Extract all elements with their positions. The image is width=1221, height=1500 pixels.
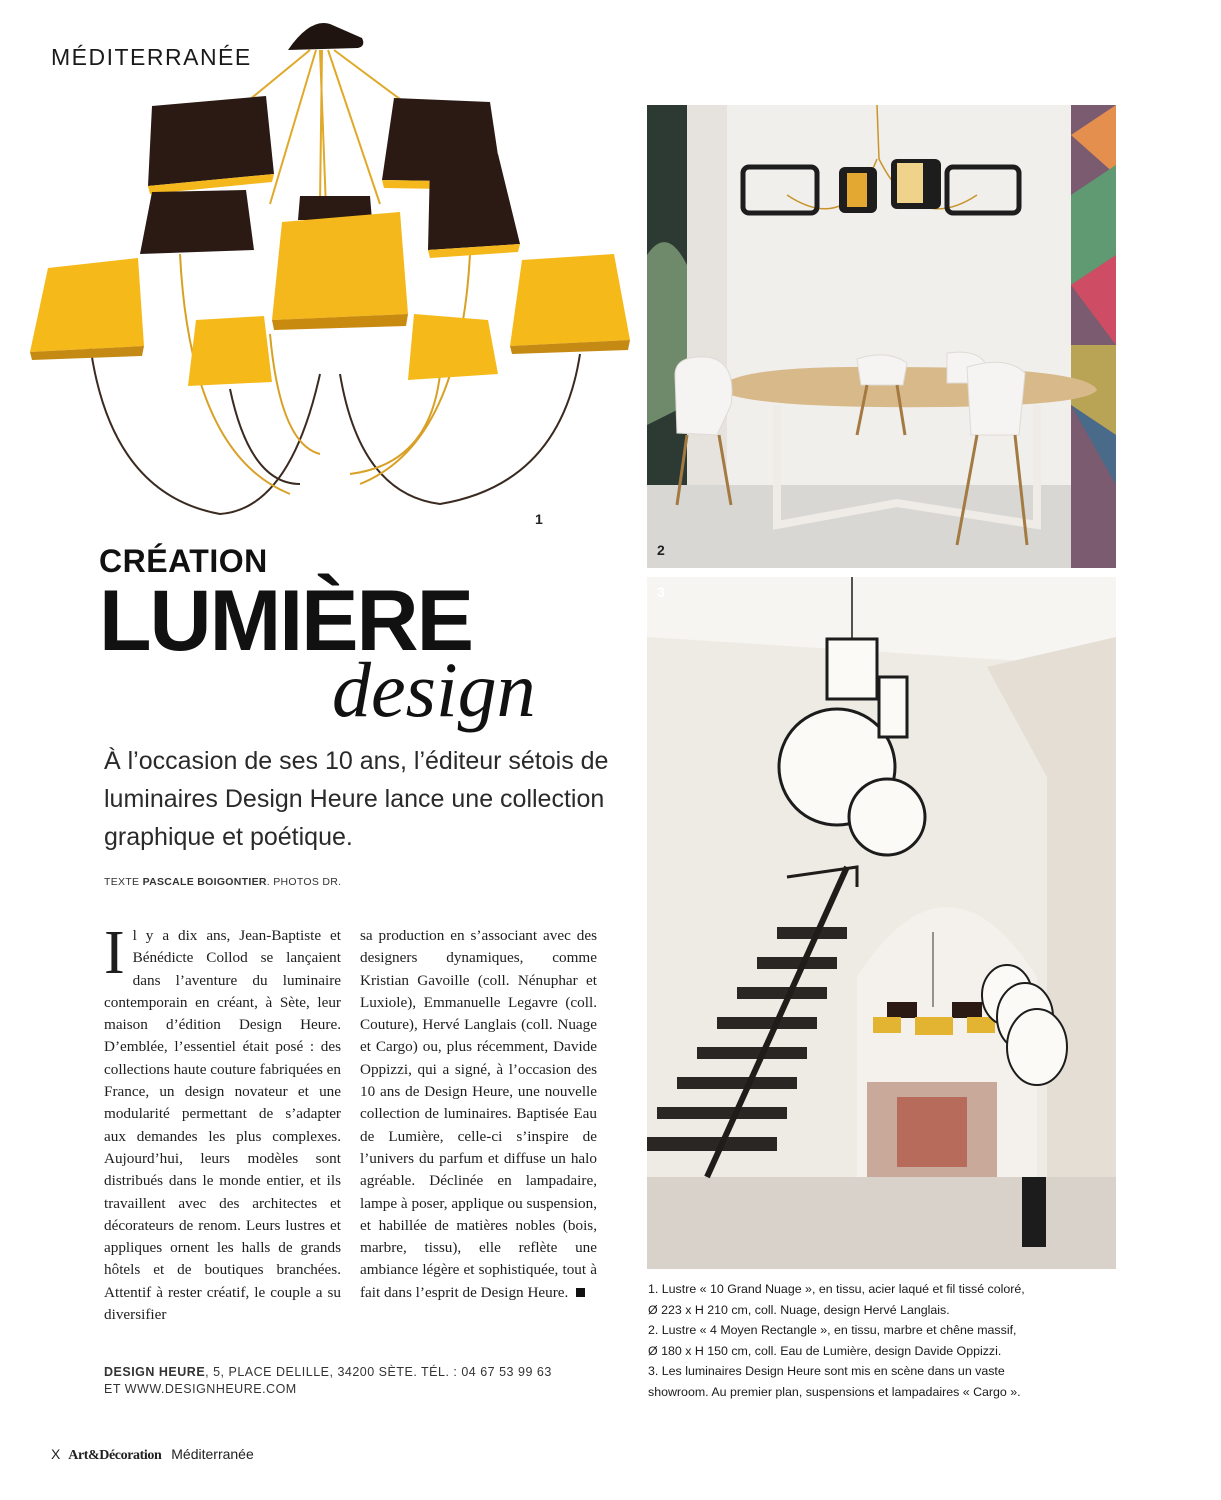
photo-captions [648,1279,1118,1403]
caption-line: 1. Lustre « 10 Grand Nuage », en tissu, acier laqué et fil tissé coloré, [648,1282,1025,1296]
body-text-1: l y a dix ans, Jean-Baptiste et Bénédicte Collod se lançaient dans l’aventure du luminaire contemporain en créant, à Sète, leur maison d’édition Design Heure. D’emblée, l’essentiel était posé : des collections haute couture fabriquées en France, un design novateur et une modularité permettant de s’adapter aux demandes les plus complexes. Aujourd’hui, leurs modèles sont distribués dans le monde entier, et ils travaillent avec des architectes et décorateurs de renom. Leurs lustres et appliques ornent les halls de grands hôtels et de boutiques branchées. Attentif à rester créatif, le couple a su diversifier [104,927,341,1324]
meeting-room-photo [647,105,1116,568]
showroom-photo [647,577,1116,1269]
address-line-2: ET WWW.DESIGNHEURE.COM [104,1382,297,1396]
credits-text-label: TEXTE [104,876,140,888]
end-mark [576,1288,585,1297]
caption-line: showroom. Au premier plan, suspensions et lampadaires « Cargo ». [648,1384,1021,1399]
body-column-2 [360,925,597,1304]
credits [104,876,341,888]
photo-number-3: 3 [657,584,665,600]
photo-number-2: 2 [657,542,665,558]
body-column-1 [104,919,341,1326]
page-footer [51,1446,254,1464]
graphic-wallpaper [1071,105,1116,568]
oval-table [719,367,1097,407]
credits-author: PASCALE BOIGONTIER [142,876,267,888]
yellow-shade-left [30,258,144,352]
dark-shade-1 [148,96,274,186]
footer-section: Méditerranée [171,1446,254,1462]
body-text-2: sa production en s’associant avec des designers dynamiques, comme Kristian Gavoille (coll. Nénuphar et Luxiole), Emmanuelle Legavre (coll. Couture), Hervé Langlais (coll. Nuage et Cargo) ou, plus récemment, Davide Oppizzi, qui a signé, à l’occasion des 10 ans de Design Heure, une nouvelle collection de luminaires. Baptisée Eau de Lumière, celle-ci s’inspire de l’univers du parfum et diffuse un halo agréable. Déclinée en lampadaire, lampe à poser, applique ou suspension, et habillée de matières nobles (bois, marbre, tissu), elle reflète une ambiance légère et sophistiquée, tout à fait dans l’esprit de Design Heure. [360,927,597,1301]
caption-line: Ø 223 x H 210 cm, coll. Nuage, design Hervé Langlais. [648,1302,950,1317]
yellow-shade-right [510,254,630,346]
headline-script: design [332,646,536,733]
headline: LUMIÈRE [99,573,472,669]
drop-cap: I [104,919,125,987]
caption-line: Ø 180 x H 150 cm, coll. Eau de Lumière, design Davide Oppizzi. [648,1343,1002,1358]
address [104,1364,584,1398]
photo-number-1: 1 [535,511,543,527]
headline-kicker: CRÉATION [99,543,268,579]
address-line-1: , 5, PLACE DELILLE, 34200 SÈTE. TÉL. : 04 67 53 99 63 [205,1365,552,1379]
credits-photos: . PHOTOS DR. [266,876,342,888]
section-label: MÉDITERRANÉE [51,44,252,70]
address-name: DESIGN HEURE [104,1365,206,1379]
page-number: X [51,1446,61,1462]
caption-line: 3. Les luminaires Design Heure sont mis en scène dans un vaste [648,1364,1005,1379]
chandelier-photo [20,14,635,534]
yellow-shade-center [272,212,408,320]
caption-line: 2. Lustre « 4 Moyen Rectangle », en tissu, marbre et chêne massif, [648,1323,1017,1338]
magazine-logo: Art&Décoration [68,1448,162,1463]
standfirst: À l’occasion de ses 10 ans, l’éditeur sétois de luminaires Design Heure lance une collection graphique et poétique. [104,747,609,851]
